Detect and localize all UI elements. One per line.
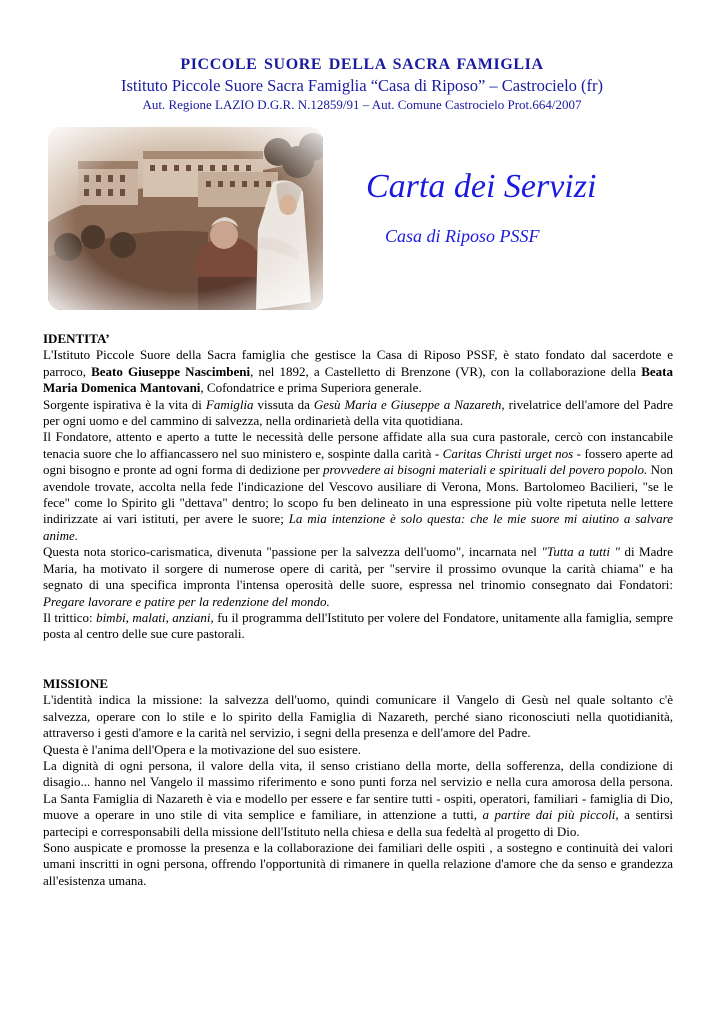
missione-section (43, 676, 673, 889)
missione-paragraph-1: L'identità indica la missione: la salvezza dell'uomo, quindi comunicare il Vangelo di Gesù nel quale soltanto c'è salvezza, operare con lo stile e lo spirito della Famiglia di Nazareth, perché siano riconosciuti nella quotidianità, attraverso i gesti d'amore e la carità nel servizio, i segni della presenza e dell'amore del Padre. (43, 692, 673, 741)
identita-paragraph-1: L'Istituto Piccole Suore della Sacra famiglia che gestisce la Casa di Riposo PSSF, è stato fondato dal sacerdote e parroco, Beato Giuseppe Nascimbeni, nel 1892, a Castelletto di Brenzone (VR), con la collaborazione della Beata Maria Domenica Mantovani, Cofondatrice e prima Superiora generale. (43, 347, 673, 396)
identita-paragraph-2: Sorgente ispirativa è la vita di Famiglia vissuta da Gesù Maria e Giuseppe a Nazareth, rivelatrice dell'amore del Padre per ogni uomo e del cammino di salvezza, nella ordinarietà della vita quotidiana. (43, 396, 674, 429)
document-subtitle: Casa di Riposo PSSF (385, 226, 540, 246)
identita-paragraph-4: Questa nota storico-carismatica, divenuta "passione per la salvezza dell'uomo", incarnata nel "Tutta a tutti " di Madre Maria, ha motivato il sorgere di numerose opere di carità, per "servire il prossimo ovunque la carità chiama" e ha segnato di una specifica impronta l'intensa operosità delle suore, espressa nel trinomio consegnato dai Fondatori: Pregare lavorare e patire per la redenzione del mondo. (43, 544, 673, 609)
missione-paragraph-4: Sono auspicate e promosse la presenza e la collaborazione dei familiari delle ospiti , a sostegno e continuità dei valori umani inscritti in ogni persona, offrendo l'opportunità di rimanere in quella relazione d'amore che da senso e grandezza all'esistenza umana. (43, 840, 673, 888)
institute-name: Istituto Piccole Suore Sacra Famiglia “Casa di Riposo” – Castrocielo (fr) (120, 76, 604, 95)
missione-heading: MISSIONE (43, 676, 109, 691)
authorization-line: Aut. Regione LAZIO D.G.R. N.12859/91 – Aut. Comune Castrocielo Prot.664/2007 (142, 97, 582, 112)
identita-heading: IDENTITA’ (43, 331, 110, 346)
identita-section (43, 331, 673, 643)
missione-paragraph-2: Questa è l'anima dell'Opera e la motivazione del suo esistere. (43, 741, 362, 757)
organization-name: PICCOLE SUORE DELLA SACRA FAMIGLIA (180, 56, 544, 73)
identita-paragraph-5: Il trittico: bimbi, malati, anziani, fu il programma dell'Istituto per volere del Fondatore, unitamente alla famiglia, sempre posta al centro delle sue cure pastorali. (43, 609, 674, 642)
identita-paragraph-3: Il Fondatore, attento e aperto a tutte le necessità delle persone affidate alla sua cura pastorale, cercò con instancabile tenacia suore che lo affiancassero nel suo ministero e, sospinte dalla carità - Caritas Christi urget nos - fossero aperte ad ogni bisogno e pronte ad ogni forma di dedizione per provvedere ai bisogni materiali e spirituali del povero popolo. Non avendole trovate, accolta nella fede l'indicazione del Vescovo ausiliare di Verona, Mons. Bartolomeo Bacilieri, "se le fece" come lo Spirito gli "dettava" dentro; lo scopo fu ben delineato in una espressione più volte ripetuta nelle lettere indirizzate ai vari istituti, per avere le suore; La mia intenzione è solo questa: che le mie suore mi aiutino a salvare anime. (43, 429, 673, 543)
document-title: Carta dei Servizi (366, 168, 597, 205)
missione-paragraph-3: La dignità di ogni persona, il valore della vita, il senso cristiano della morte, della sofferenza, della condizione di disagio... hanno nel Vangelo il massimo riferimento e sono punti forza nel servizio e nella cura amorosa della persona. La Santa Famiglia di Nazareth è via e modello per essere e far sentire tutti - ospiti, operatori, familiari - famiglia di Dio, muove a operare in uno stile di vita semplice e familiare, in attenzione a tutti, a partire dai più piccoli, a sentirsi partecipi e corresponsabili della missione dell'Istituto nella chiesa e della sua fedeltà al progetto di Dio. (43, 758, 674, 839)
header-photo (48, 127, 323, 310)
